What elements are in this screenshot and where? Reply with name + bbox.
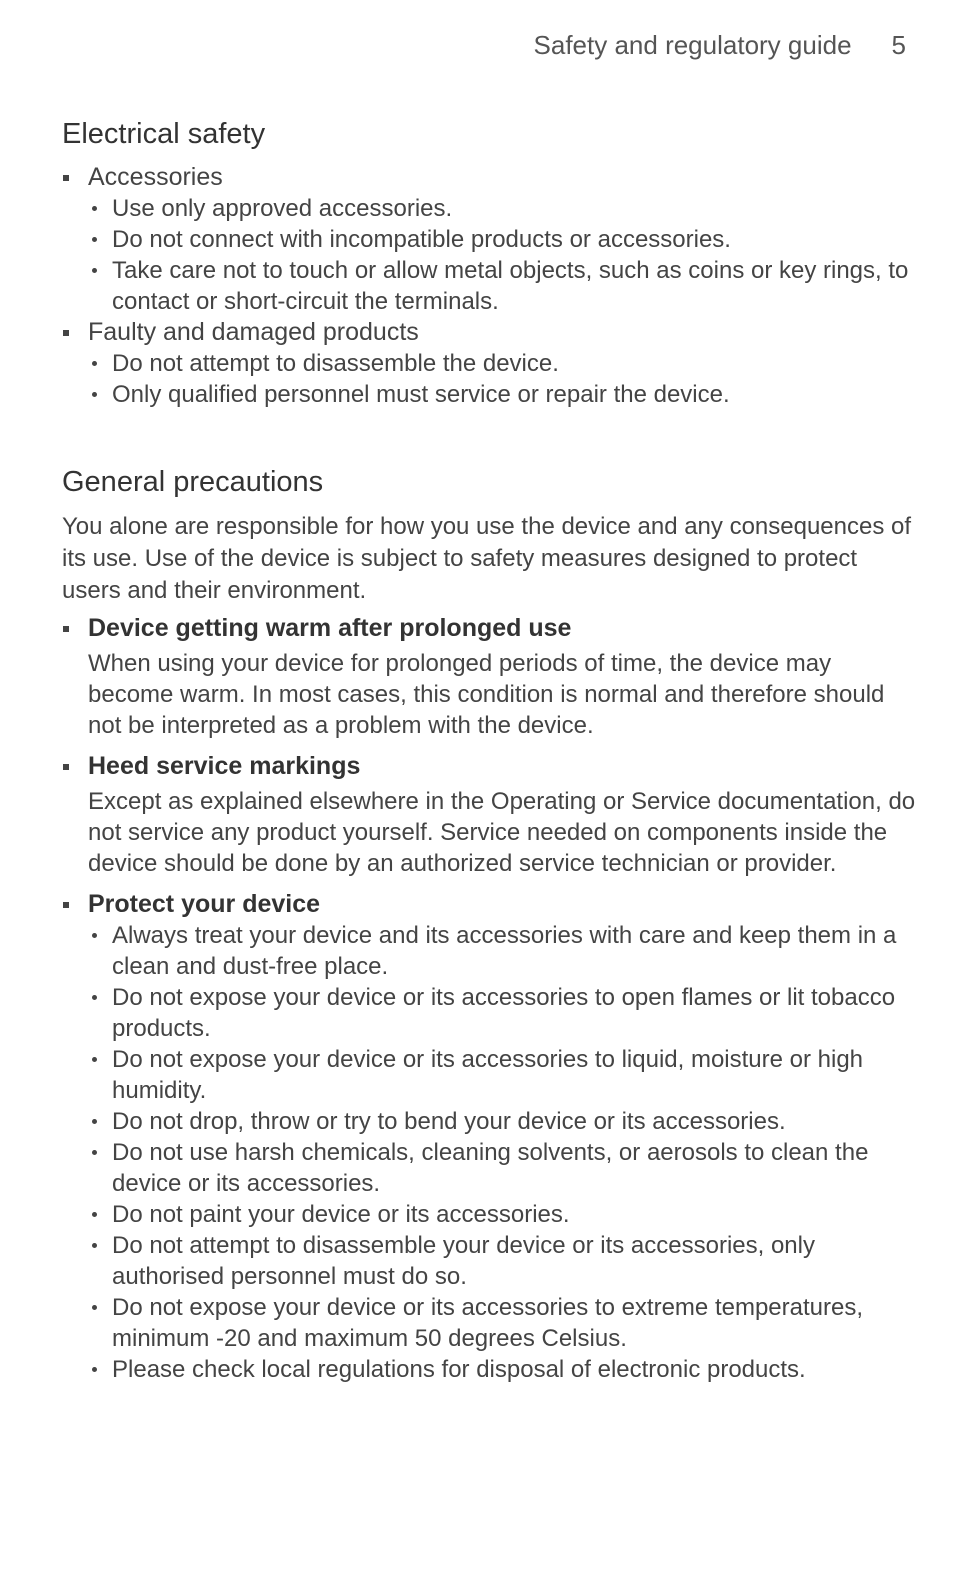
list-item — [62, 889, 922, 1385]
page-number: 5 — [891, 30, 906, 60]
accessories-sublist — [88, 193, 922, 317]
list-item: Please check local regulations for disposal of electronic products. — [88, 1354, 922, 1385]
faulty-products-label: Faulty and damaged products — [88, 318, 419, 347]
list-item — [62, 317, 922, 410]
warm-device-body: When using your device for prolonged periods of time, the device may become warm. In most cases, this condition is normal and therefore should not be interpreted as a problem with the device. — [88, 649, 885, 739]
service-markings-heading: Heed service markings — [88, 751, 361, 780]
electrical-safety-list — [62, 162, 922, 410]
header-title: Safety and regulatory guide — [533, 30, 852, 60]
list-item — [62, 162, 922, 317]
accessories-label: Accessories — [88, 163, 223, 192]
warm-device-heading: Device getting warm after prolonged use — [88, 613, 572, 642]
list-item — [62, 613, 922, 741]
protect-device-heading: Protect your device — [88, 889, 321, 918]
faulty-products-sublist — [88, 348, 922, 410]
list-item: Do not paint your device or its accessories. — [88, 1199, 922, 1230]
list-item: Do not expose your device or its accessories to extreme temperatures, minimum -20 and maximum 50 degrees Celsius. — [88, 1292, 922, 1354]
list-item: Do not attempt to disassemble your device or its accessories, only authorised personnel must do so. — [88, 1230, 922, 1292]
electrical-safety-heading: Electrical safety — [62, 118, 266, 150]
service-markings-body: Except as explained elsewhere in the Operating or Service documentation, do not service any product yourself. Service needed on components inside the device should be done by an authorized service technician or provider. — [88, 787, 916, 877]
list-item: Take care not to touch or allow metal objects, such as coins or key rings, to contact or short-circuit the terminals. — [88, 255, 922, 317]
list-item: Do not expose your device or its accessories to open flames or lit tobacco products. — [88, 982, 922, 1044]
running-header — [534, 30, 906, 61]
list-item: Do not use harsh chemicals, cleaning solvents, or aerosols to clean the device or its accessories. — [88, 1137, 922, 1199]
general-precautions-section — [62, 464, 922, 1384]
page-content — [62, 116, 922, 1385]
list-item: Always treat your device and its accessories with care and keep them in a clean and dust-free place. — [88, 920, 922, 982]
list-item — [62, 751, 922, 879]
general-precautions-heading: General precautions — [62, 466, 324, 499]
list-item: Use only approved accessories. — [88, 193, 922, 224]
list-item: Do not connect with incompatible products or accessories. — [88, 224, 922, 255]
list-item: Do not attempt to disassemble the device. — [88, 348, 922, 379]
general-precautions-list — [62, 613, 922, 1385]
list-item: Do not drop, throw or try to bend your device or its accessories. — [88, 1106, 922, 1137]
list-item: Do not expose your device or its accessories to liquid, moisture or high humidity. — [88, 1044, 922, 1106]
list-item: Only qualified personnel must service or repair the device. — [88, 379, 922, 410]
protect-device-sublist — [88, 920, 922, 1385]
electrical-safety-section — [62, 116, 922, 410]
general-precautions-intro: You alone are responsible for how you use the device and any consequences of its use. Use of the device is subject to safety measures designed to protect users and their environment. — [62, 512, 912, 604]
